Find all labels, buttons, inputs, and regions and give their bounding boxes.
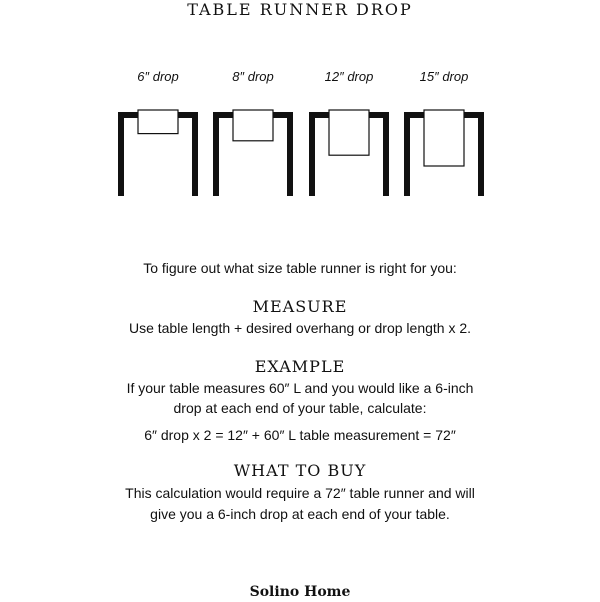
drop-label-6: 6″ drop — [137, 69, 179, 84]
drop-label-15: 15″ drop — [419, 69, 469, 84]
table-leg-right-12 — [383, 112, 389, 196]
table-leg-left-15 — [404, 112, 410, 196]
brand-logo: Solino Home — [249, 584, 351, 600]
drop-label-8: 8″ drop — [232, 69, 274, 84]
table-runner-12 — [329, 110, 369, 155]
table-runner-15 — [424, 110, 464, 166]
table-leg-left-12 — [309, 112, 315, 196]
measure-text: Use table length + desired overhang or drop length x 2. — [128, 320, 472, 336]
intro-text: To figure out what size table runner is right for you: — [143, 260, 457, 276]
table-runner-6 — [138, 110, 178, 134]
page-title: TABLE RUNNER DROP — [187, 0, 413, 19]
table-leg-left-8 — [213, 112, 219, 196]
drop-label-12: 12″ drop — [324, 69, 374, 84]
table-leg-right-6 — [192, 112, 198, 196]
what-to-buy-heading: WHAT TO BUY — [233, 461, 367, 480]
measure-heading: MEASURE — [252, 297, 348, 316]
example-line-1: If your table measures 60″ L and you would like a 6-inch — [126, 380, 474, 396]
table-leg-right-15 — [478, 112, 484, 196]
what-to-buy-line-2: give you a 6-inch drop at each end of your table. — [150, 506, 450, 522]
example-heading: EXAMPLE — [254, 357, 346, 376]
what-to-buy-line-1: This calculation would require a 72″ table runner and will — [125, 485, 475, 501]
example-line-2: drop at each end of your table, calculate: — [173, 400, 427, 416]
table-diagrams — [0, 100, 600, 200]
table-leg-right-8 — [287, 112, 293, 196]
table-runner-8 — [233, 110, 273, 141]
example-formula: 6″ drop x 2 = 12″ + 60″ L table measurement = 72″ — [144, 427, 456, 443]
table-leg-left-6 — [118, 112, 124, 196]
